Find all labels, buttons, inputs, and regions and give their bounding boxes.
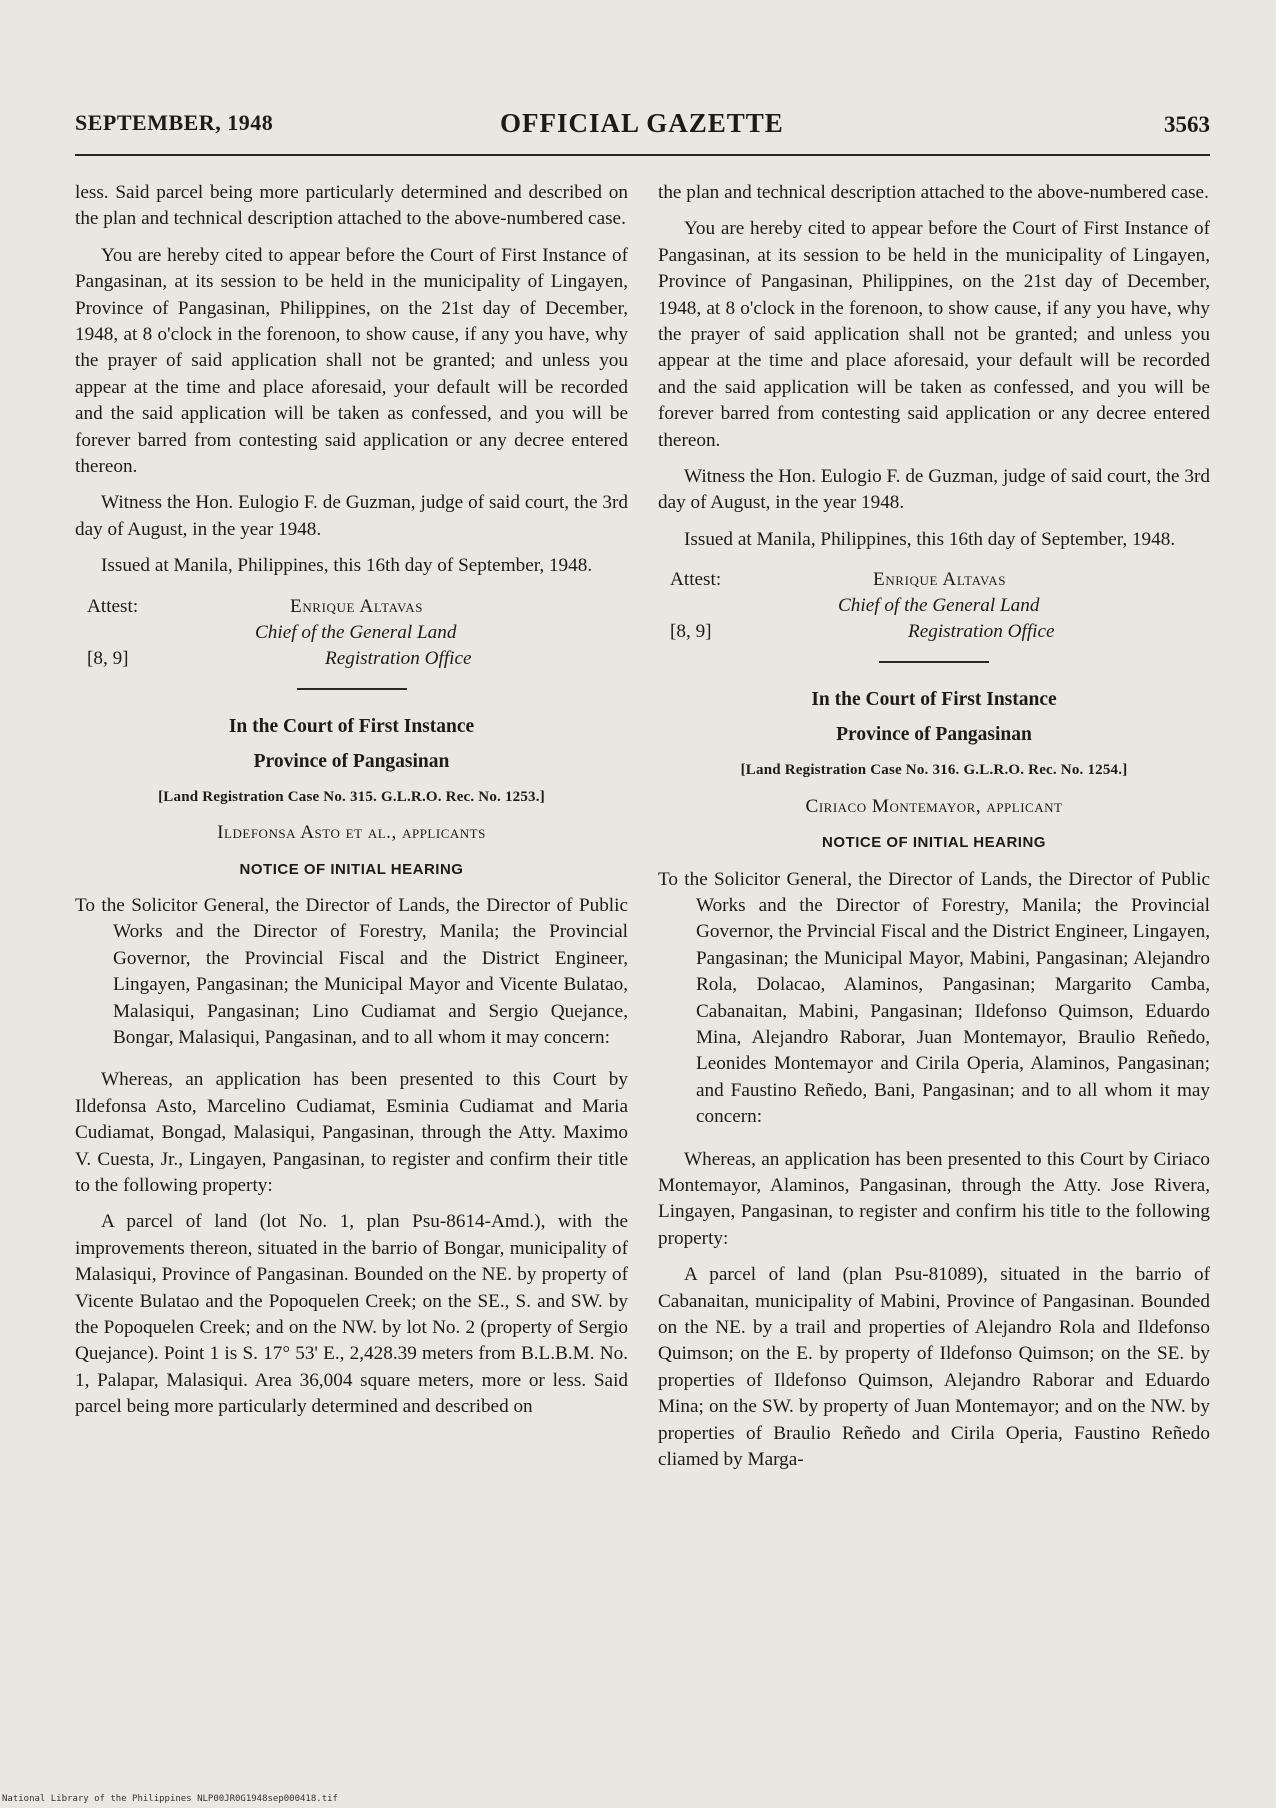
paragraph: the plan and technical description attached to the above-numbered case. [658,182,1209,203]
paragraph: Whereas, an application has been presented to this Court by Ildefonsa Asto, Marcelino Cudiamat, Esminia Cudiamat and Maria Cudiamat, Bongad, Malasiqui, Pangasinan, through the Atty. Maximo V. Cuesta, Jr., Lingayen, Pangasinan, to register and confirm their title to the following property: [75,1069,628,1196]
notice-heading: NOTICE OF INITIAL HEARING [239,860,464,878]
attest-bracket: [8, 9] [670,621,712,643]
paragraph: You are hereby cited to appear before the Court of First Instance of Pangasinan, at its session to be held in the municipality of Lingayen, Province of Pangasinan, Philippines, on the 21st day of December, 1948, at 8 o'clock in the forenoon, to show cause, if any you have, why the prayer of said application shall not be granted; and unless you appear at the time and place aforesaid, your default will be recorded and the said application will be taken as confessed, and you will be forever barred from contesting said application or any decree entered thereon. [75,244,628,478]
page-header [75,108,1210,148]
page-number: 3563 [1164,112,1210,137]
attest-title: Chief of the General Land [255,621,457,643]
paragraph: Whereas, an application has been presented to this Court by Ciriaco Montemayor, Alaminos, Pangasinan, through the Atty. Jose Rivera, Lingayen, Pangasinan, to register and confirm his title to the following property: [658,1148,1210,1249]
paragraph: less. Said parcel being more particularly determined and described on the plan and technical description attached to the above-numbered case. [75,182,628,230]
court-province: Province of Pangasinan [836,724,1032,746]
addressee-paragraph: To the Solicitor General, the Director of Lands, the Director of Public Works and the Director of Forestry, Manila; the Provincial Governor, the Prvincial Fiscal and the District Engineer, Lingayen, Pangasinan; the Municipal Mayor, Mabini, Pangasinan; Alejandro Rola, Dolacao, Alaminos, Pangasinan; Margarito Camba, Cabanaitan, Mabini, Pangasinan; Ildefonso Quimson, Eduardo Mina, Alejandro Raborar, Juan Montemayor, Braulio Reñedo, Leonides Montemayor and Cirila Operia, Alaminos, Pangasinan; and Faustino Reñedo, Bani, Pangasinan; and to all whom it may concern: [658,868,1210,1128]
notice-heading: NOTICE OF INITIAL HEARING [822,834,1046,852]
scan-footer: National Library of the Philippines NLP00JR0G1948sep000418.tif [2,1794,338,1804]
court-heading: In the Court of First Instance [811,689,1057,711]
attest-label: Attest: [87,595,139,617]
paragraph: Issued at Manila, Philippines, this 16th day of September, 1948. [684,528,1176,550]
attest-title: Registration Office [908,621,1055,643]
section-divider [297,688,407,690]
section-divider [879,661,989,663]
paragraph: You are hereby cited to appear before the Court of First Instance of Pangasinan, at its session to be held in the municipality of Lingayen, Province of Pangasinan, Philippines, on the 21st day of December, 1948, at 8 o'clock in the forenoon, to show cause, if any you have, why the prayer of said application shall not be granted; and unless you appear at the time and place aforesaid, your default will be recorded and the said application will be taken as confessed, and you will be forever barred from contesting said application or any decree entered thereon. [658,218,1210,451]
paragraph: A parcel of land (plan Psu-81089), situated in the barrio of Cabanaitan, municipality of Mabini, Province of Pangasinan. Bounded on the NE. by a trail and properties of Alejandro Rola and Ildefonso Quimson; on the E. by property of Ildefonso Quimson; on the SE. by properties of Ildefonso Quimson, Alejandro Raborar and Eduardo Mina; on the SW. by property of Juan Montemayor; and on the NW. by properties of Braulio Reñedo and Cirila Operia, Faustino Reñedo cliamed by Marga- [658,1264,1210,1471]
header-date: SEPTEMBER, 1948 [75,110,274,135]
attest-block [658,567,1210,643]
attest-label: Attest: [670,569,722,591]
applicant-name: Ildefonsa Asto et al., applicants [217,822,486,844]
case-number: [Land Registration Case No. 315. G.L.R.O. Rec. No. 1253.] [158,788,545,805]
header-title: OFFICIAL GAZETTE [500,108,784,138]
paragraph: Witness the Hon. Eulogio F. de Guzman, judge of said court, the 3rd day of August, in the year 1948. [75,492,628,540]
attest-block [75,594,628,669]
left-column [75,180,628,1431]
case-number: [Land Registration Case No. 316. G.L.R.O. Rec. No. 1254.] [740,762,1128,779]
attest-bracket: [8, 9] [87,647,129,669]
court-heading: In the Court of First Instance [228,715,475,737]
attest-title: Chief of the General Land [838,595,1040,617]
paragraph: Witness the Hon. Eulogio F. de Guzman, judge of said court, the 3rd day of August, in the year 1948. [658,466,1210,514]
attest-title: Registration Office [325,647,472,669]
right-column [658,180,1210,1483]
addressee-paragraph: To the Solicitor General, the Director of Lands, the Director of Public Works and the Director of Forestry, Manila; the Provincial Governor, the Provincial Fiscal and the District Engineer, Lingayen, Pangasinan; the Municipal Mayor and Vicente Bulatao, Malasiqui, Pangasinan; Lino Cudiamat and Sergio Quejance, Bongar, Malasiqui, Pangasinan, and to all whom it may concern: [75,894,628,1048]
paragraph: Issued at Manila, Philippines, this 16th day of September, 1948. [101,555,593,577]
header-rule [75,154,1210,156]
attest-name: Enrique Altavas [290,595,424,617]
attest-name: Enrique Altavas [873,569,1007,591]
court-province: Province of Pangasinan [253,750,450,772]
applicant-name: Ciriaco Montemayor, applicant [805,795,1063,817]
paragraph: A parcel of land (lot No. 1, plan Psu-8614-Amd.), with the improvements thereon, situated in the barrio of Bongar, municipality of Malasiqui, Province of Pangasinan. Bounded on the NE. by property of Vicente Bulatao and the Popoquelen Creek; on the SE., S. and SW. by the Popoquelen Creek; and on the NW. by lot No. 2 (property of Sergio Quejance). Point 1 is S. 17° 53' E., 2,428.39 meters from B.L.B.M. No. 1, Palapar, Malasiqui. Area 36,004 square meters, more or less. Said parcel being more particularly determined and described on [75,1211,628,1418]
